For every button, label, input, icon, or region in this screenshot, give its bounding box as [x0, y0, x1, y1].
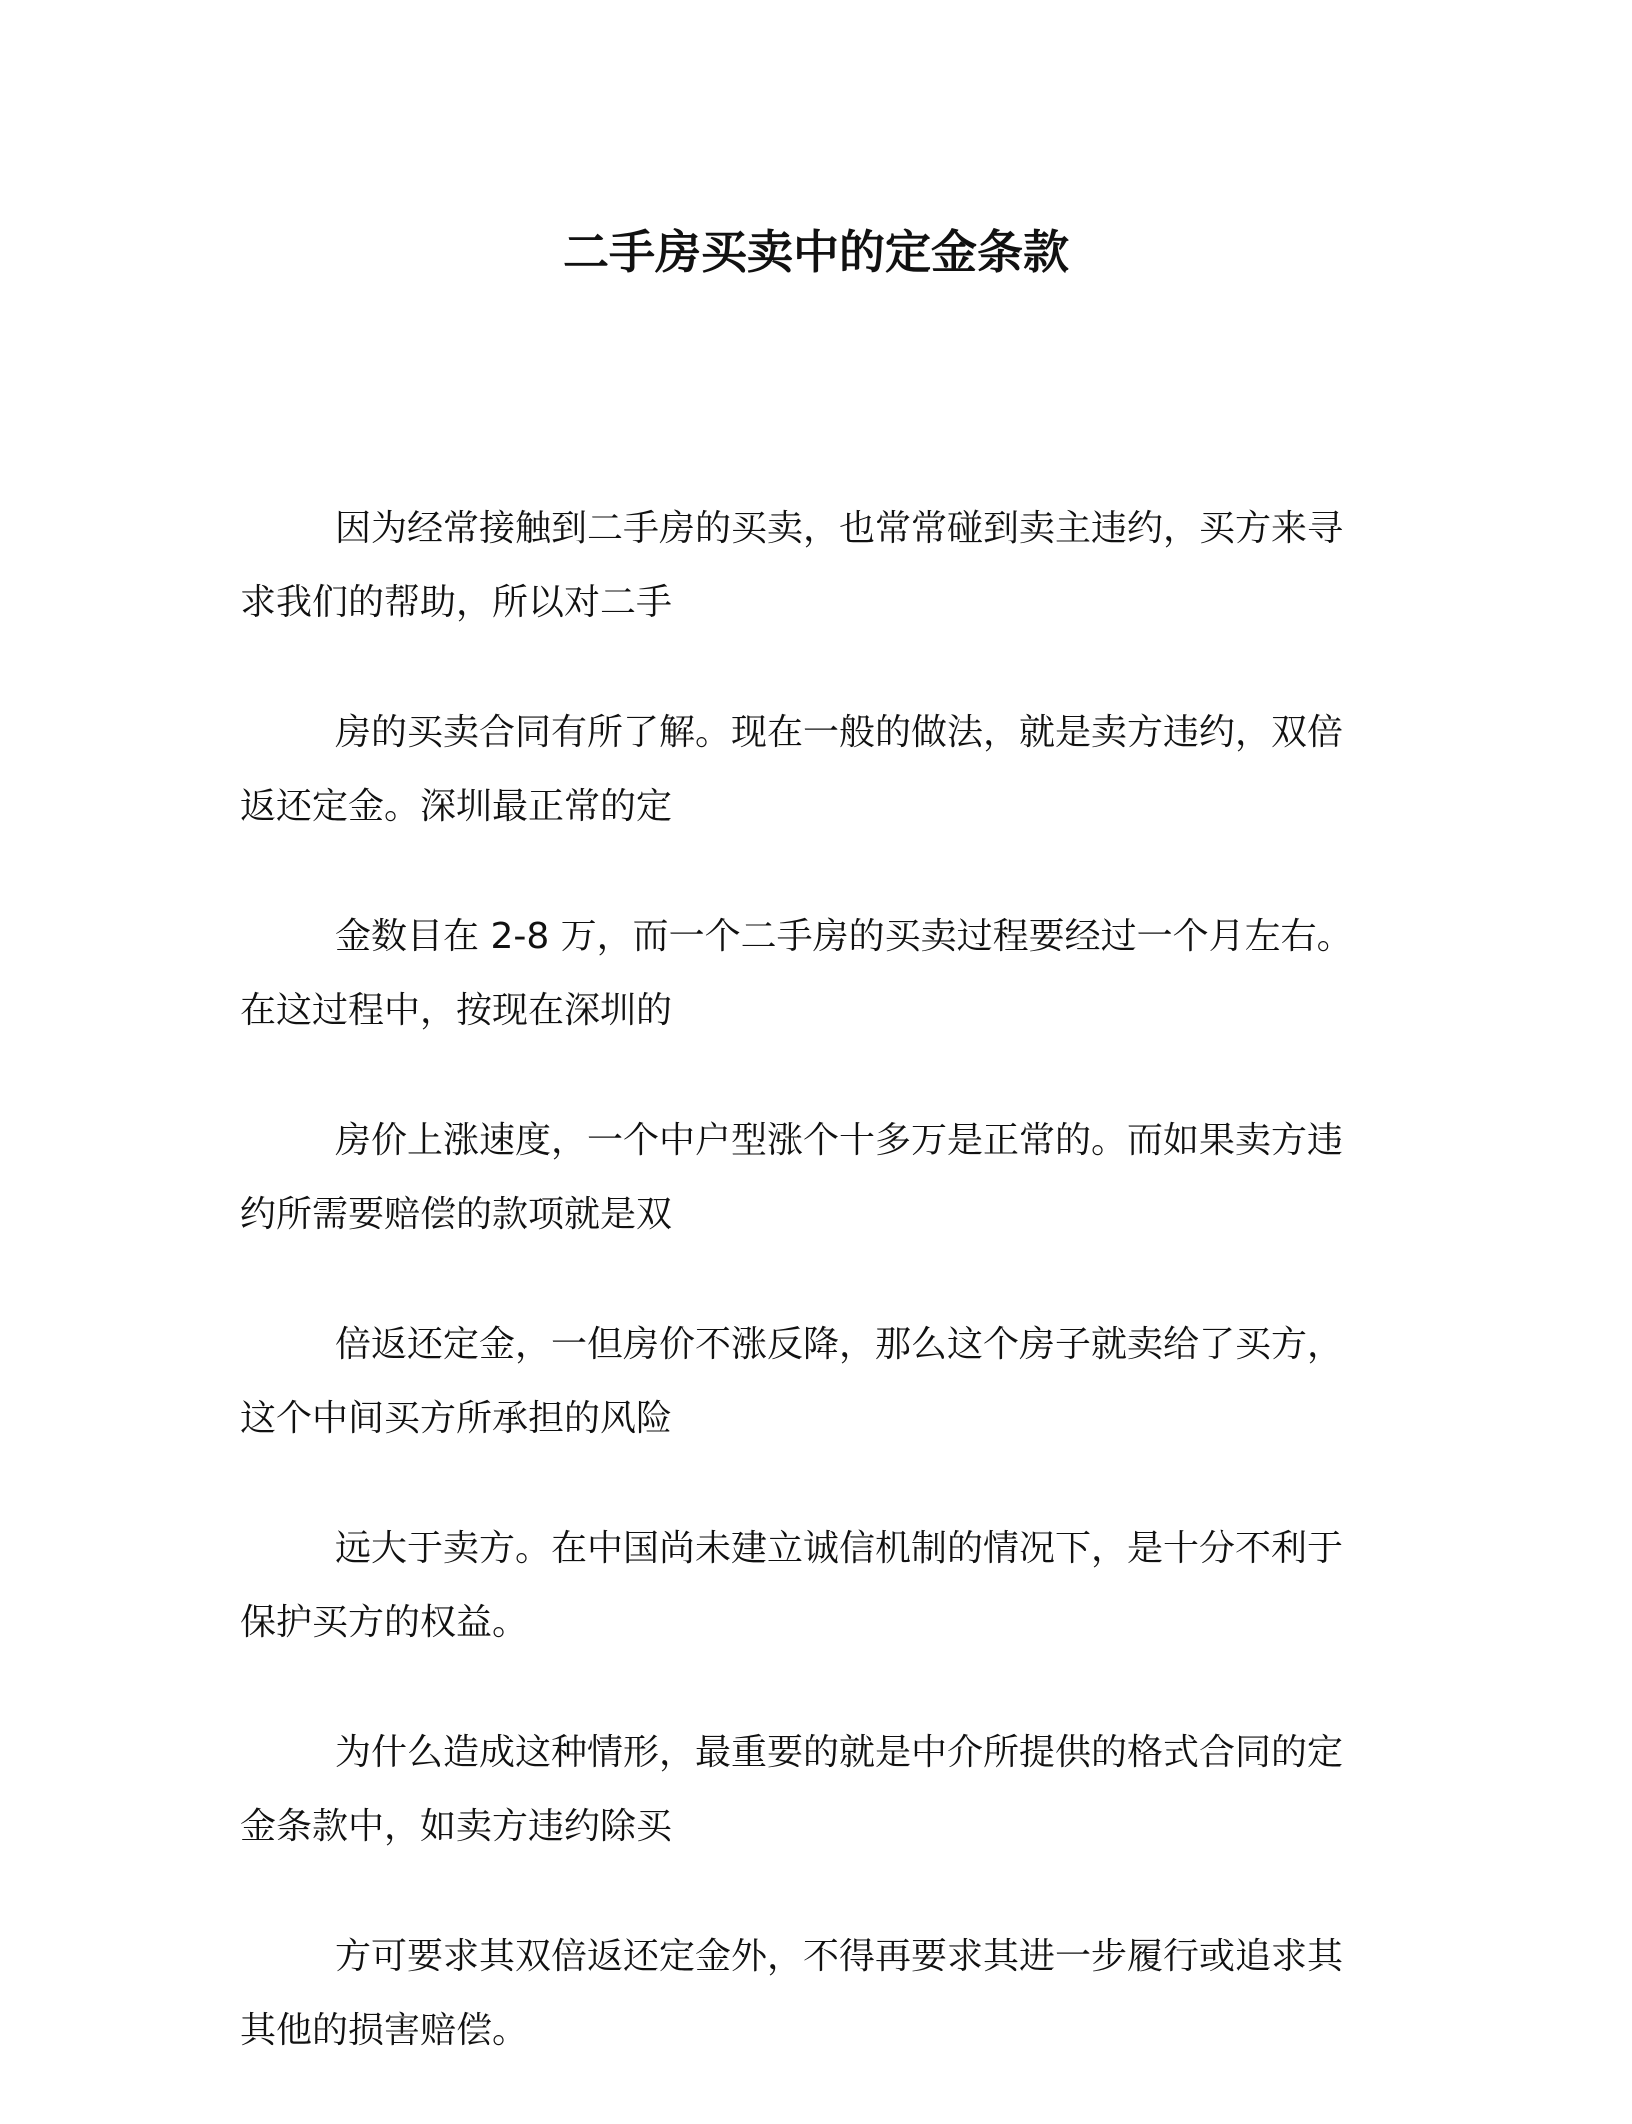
paragraph-line: 房的买卖合同有所了解。现在一般的做法，就是卖方违约，双倍 — [335, 712, 1344, 753]
paragraph-line: 约所需要赔偿的款项就是双 — [240, 1194, 673, 1235]
paragraph-line: 为什么造成这种情形，最重要的就是中介所提供的格式合同的定 — [335, 1732, 1344, 1773]
paragraph-line: 在这过程中，按现在深圳的 — [240, 990, 673, 1031]
document-title: 二手房买卖中的定金条款 — [563, 225, 1069, 279]
paragraph — [240, 492, 1375, 640]
paragraph-line: 返还定金。深圳最正常的定 — [240, 786, 673, 827]
paragraph-line: 远大于卖方。在中国尚未建立诚信机制的情况下，是十分不利于 — [335, 1528, 1344, 1569]
paragraph-line: 求我们的帮助，所以对二手 — [240, 582, 673, 623]
paragraph-line: 方可要求其双倍返还定金外，不得再要求其进一步履行或追求其 — [335, 1936, 1344, 1977]
paragraph-line: 房价上涨速度，一个中户型涨个十多万是正常的。而如果卖方违 — [335, 1120, 1344, 1161]
document-body — [240, 492, 1375, 2124]
paragraph-line: 倍返还定金，一但房价不涨反降，那么这个房子就卖给了买方， — [335, 1324, 1344, 1365]
paragraph — [240, 1308, 1375, 1456]
paragraph — [240, 696, 1375, 844]
paragraph-line: 这个中间买方所承担的风险 — [240, 1398, 673, 1439]
paragraph — [240, 1104, 1375, 1252]
paragraph — [240, 1716, 1375, 1864]
paragraph — [240, 1512, 1375, 1660]
paragraph-line: 因为经常接触到二手房的买卖，也常常碰到卖主违约，买方来寻 — [335, 508, 1344, 549]
paragraph-line: 金条款中，如卖方违约除买 — [240, 1806, 673, 1847]
paragraph — [240, 900, 1375, 1048]
paragraph-line: 金数目在 2-8 万，而一个二手房的买卖过程要经过一个月左右。 — [335, 916, 1353, 957]
paragraph-line: 保护买方的权益。 — [240, 1602, 529, 1643]
paragraph — [240, 1920, 1375, 2068]
paragraph-line: 其他的损害赔偿。 — [240, 2010, 529, 2051]
